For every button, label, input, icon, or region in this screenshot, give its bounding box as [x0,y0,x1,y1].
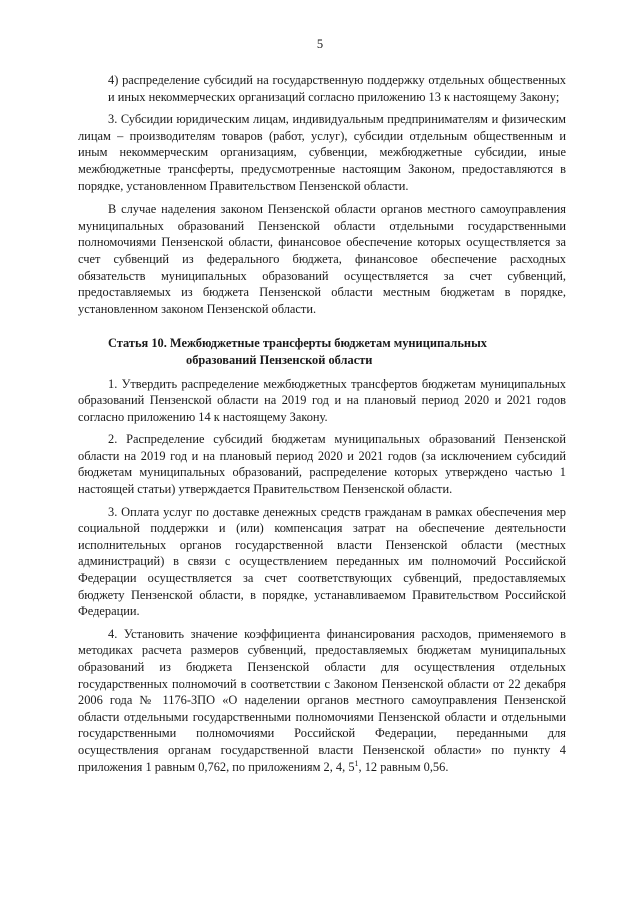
page-number: 5 [316,37,324,51]
paragraph-part-3: 3. Субсидии юридическим лицам, индивидуальным предпринимателям и физическим лицам – производителям товаров (работ, услуг), субсидии отдельным общественным и иным некоммерческим организациям, субвенции, межбюджетные субсидии, иные межбюджетные трансферты, предусмотренные настоящим Законом, предоставляются в порядке, установленном Правительством Пензенской области. [78,112,566,193]
paragraph-subventions: В случае наделения законом Пензенской области органов местного самоуправления муниципальных образований Пензенской области отдельными государственными полномочиями Пензенской области, финансовое обеспечение которых осуществляется за счет субвенций из федерального бюджета, финансовое обеспечение расходных обязательств муниципальных образований осуществляется за счет субвенций, предоставляемых из бюджета Пензенской области местным бюджетам в порядке, установленном законом Пензенской области. [78,202,566,316]
article-item-4-text: 4. Установить значение коэффициента финансирования расходов, применяемого в методиках расчета размеров субвенций, предоставляемых бюджетам муниципальных образований из бюджета Пензенской области для осуществления отдельных государственных полномочий в соответствии с Законом Пензенской области от 22 декабря 2006 года № 1176-ЗПО «О наделении органов местного самоуправления Пензенской области отдельными государственными полномочиями Пензенской области и отдельными государственными полномочиями Российской Федерации, переданными для осуществления органам государственной власти Пензенской области» по пункту 4 приложения 1 равным 0,762, по приложениям 2, 4, 5 [78,626,566,774]
article-item-3: 3. Оплата услуг по доставке денежных средств гражданам в рамках обеспечения мер социальной поддержки и (или) компенсация затрат на обеспечение деятельности исполнительных органов государственной власти Пензенской области (местных администраций) в связи с осуществлением переданных им полномочий Российской Федерации осуществляется за счет соответствующих субвенций, предоставляемых бюджету Пензенской области, в порядке, устанавливаемом Правительством Российской Федерации. [78,504,566,619]
article-item-4-tail: , 12 равным 0,56. [358,759,449,774]
article-item-2: 2. Распределение субсидий бюджетам муниципальных образований Пензенской области на 2019 год и на плановый период 2020 и 2021 годов (за исключением субсидий бюджетам муниципальных образований, распределение которых утверждено частью 1 настоящей статьи) утверждается Правительством Пензенской области. [78,432,566,497]
article-title-line1: Статья 10. Межбюджетные трансферты бюджетам муниципальных [108,336,487,351]
article-item-4 [78,626,566,775]
article-title [78,335,566,368]
article-title-line2: образований Пензенской области [186,352,373,367]
article-item-4-superscript: 1 [354,758,359,768]
paragraph-item-4: 4) распределение субсидий на государственную поддержку отдельных общественных и иных некоммерческих организаций согласно приложению 13 к настоящему Закону; [108,73,566,104]
document-body [78,72,566,775]
article-item-1: 1. Утвердить распределение межбюджетных трансфертов бюджетам муниципальных образований Пензенской области на 2019 год и на плановый период 2020 и 2021 годов согласно приложению 14 к настоящему Закону. [78,376,566,424]
